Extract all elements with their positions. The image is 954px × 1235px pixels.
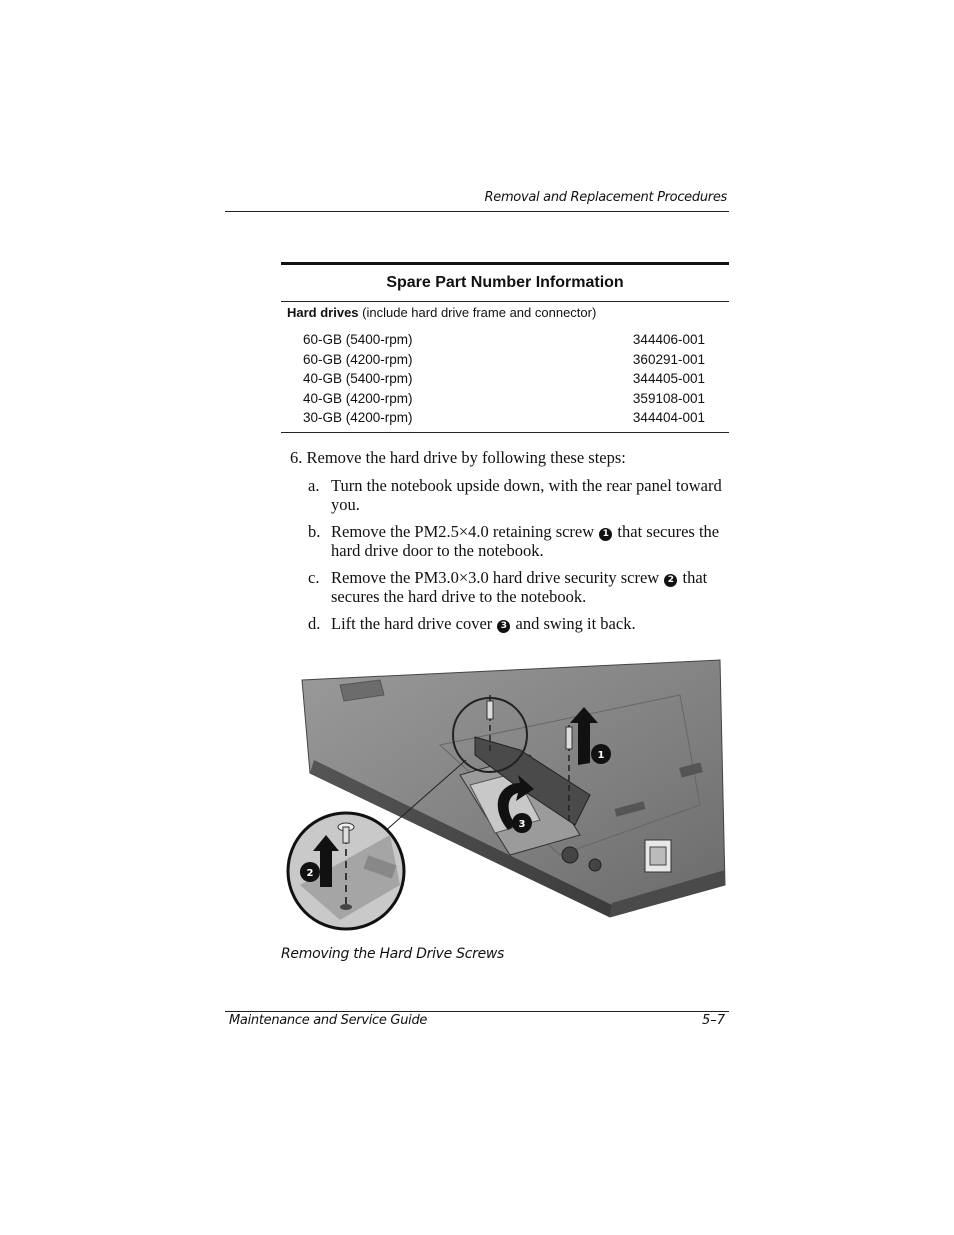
step-a — [308, 476, 730, 514]
running-header: Removal and Replacement Procedures — [484, 190, 727, 205]
category-name: Hard drives — [287, 305, 359, 320]
table-title: Spare Part Number Information — [386, 274, 624, 291]
part-number: 360291-001 — [632, 351, 705, 367]
table-category — [281, 302, 729, 326]
callout-number-icon: 3 — [497, 620, 510, 633]
part-number: 359108-001 — [632, 390, 705, 406]
table-bottom-rule — [281, 432, 729, 433]
page-number: 5–7 — [701, 1013, 725, 1028]
step-d — [308, 614, 730, 633]
part-number: 344404-001 — [632, 410, 705, 425]
spare-part-table — [281, 262, 729, 433]
table-row — [281, 330, 729, 350]
step-text-post: that secures the hard drive to the notebook. — [331, 568, 708, 606]
procedure-steps — [290, 448, 730, 641]
part-description: 40-GB (5400-rpm) — [303, 371, 413, 386]
step-text — [331, 568, 730, 606]
step-6: 6. Remove the hard drive by following these steps: — [290, 448, 626, 467]
notebook-bottom-illustration — [280, 655, 730, 935]
step-text-pre: Lift the hard drive cover — [331, 614, 493, 633]
table-row — [281, 369, 729, 389]
part-description: 40-GB (4200-rpm) — [303, 390, 413, 406]
figure-caption: Removing the Hard Drive Screws — [281, 946, 505, 962]
callout-number-icon: 2 — [664, 574, 677, 587]
step-label: c. — [308, 568, 320, 587]
step-text — [331, 522, 730, 560]
step-b — [308, 522, 730, 560]
step-label: b. — [308, 522, 321, 541]
step-text-pre: Remove the PM3.0×3.0 hard drive security screw — [331, 568, 660, 587]
part-description: 60-GB (5400-rpm) — [303, 332, 413, 347]
category-note: (include hard drive frame and connector) — [362, 305, 597, 320]
step-c — [308, 568, 730, 606]
footer-rule — [225, 1011, 729, 1012]
step-text-post: that secures the hard drive door to the notebook. — [331, 522, 720, 560]
footer-guide-title: Maintenance and Service Guide — [229, 1013, 428, 1028]
step-text — [331, 614, 730, 633]
table-row — [281, 408, 729, 428]
callout-2: 2 — [306, 868, 314, 879]
step-text: Turn the notebook upside down, with the rear panel toward you. — [331, 476, 722, 514]
header-rule — [225, 211, 729, 212]
hard-drive-illustration — [280, 655, 730, 935]
callout-3: 3 — [518, 819, 526, 830]
table-row — [281, 389, 729, 409]
step-text-pre: Remove the PM2.5×4.0 retaining screw — [331, 522, 595, 541]
callout-number-icon: 1 — [599, 528, 612, 541]
step-text-post: and swing it back. — [515, 614, 636, 633]
callout-1: 1 — [597, 750, 605, 761]
step-label: d. — [308, 614, 321, 633]
step-label: a. — [308, 476, 320, 495]
table-row — [281, 350, 729, 370]
part-number: 344406-001 — [632, 332, 705, 347]
part-description: 30-GB (4200-rpm) — [303, 410, 413, 425]
table-rows — [281, 326, 729, 428]
part-number: 344405-001 — [632, 371, 705, 386]
part-description: 60-GB (4200-rpm) — [303, 351, 413, 367]
